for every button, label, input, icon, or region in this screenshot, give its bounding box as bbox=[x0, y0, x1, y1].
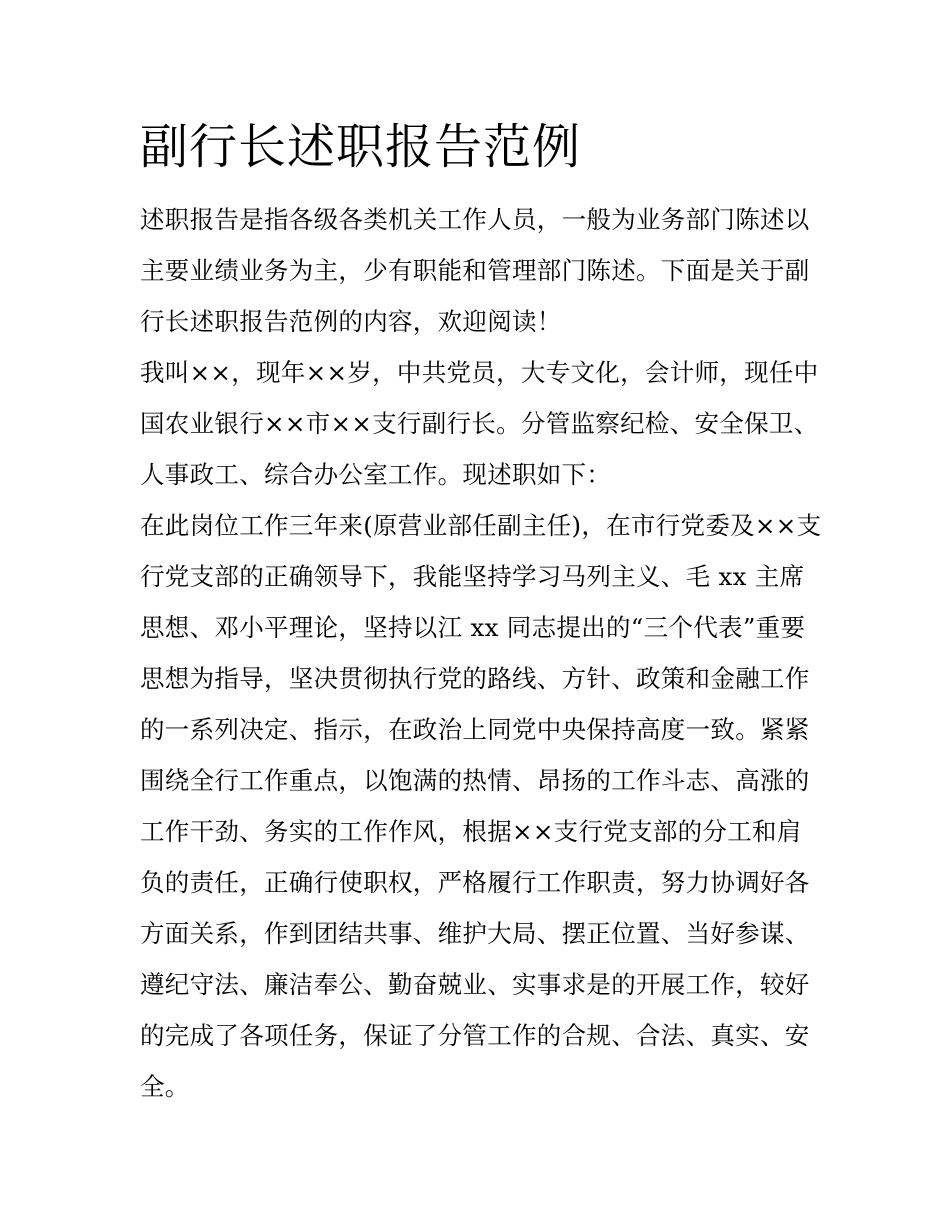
body-line: 行长述职报告范例的内容，欢迎阅读！ bbox=[140, 307, 562, 336]
body-line: 的完成了各项任务，保证了分管工作的合规、合法、真实、安 bbox=[140, 1021, 810, 1050]
body-line: 我叫××，现年××岁，中共党员，大专文化，会计师，现任中 bbox=[140, 358, 819, 387]
body-line: 人事政工、综合办公室工作。现述职如下： bbox=[140, 460, 612, 489]
document-title: 副行长述职报告范例 bbox=[140, 119, 582, 175]
body-line: 工作干劲、务实的工作作风，根据××支行党支部的分工和肩 bbox=[140, 817, 802, 846]
body-line: 负的责任，正确行使职权，严格履行工作职责，努力协调好各 bbox=[140, 868, 810, 897]
body-line: 思想、邓小平理论，坚持以江 xx 同志提出的“三个代表”重要 bbox=[140, 613, 806, 642]
body-line: 在此岗位工作三年来(原营业部任副主任)，在市行党委及××支 bbox=[140, 511, 822, 540]
body-line: 的一系列决定、指示，在政治上同党中央保持高度一致。紧紧 bbox=[140, 715, 810, 744]
body-line: 主要业绩业务为主，少有职能和管理部门陈述。下面是关于副 bbox=[140, 256, 810, 285]
body-line: 行党支部的正确领导下，我能坚持学习马列主义、毛 xx 主席 bbox=[140, 562, 805, 591]
body-line: 述职报告是指各级各类机关工作人员，一般为业务部门陈述以 bbox=[140, 205, 810, 234]
body-line: 遵纪守法、廉洁奉公、勤奋兢业、实事求是的开展工作，较好 bbox=[140, 970, 810, 999]
body-line: 国农业银行××市××支行副行长。分管监察纪检、安全保卫、 bbox=[140, 409, 819, 438]
body-line: 思想为指导，坚决贯彻执行党的路线、方针、政策和金融工作 bbox=[140, 664, 810, 693]
body-line: 围绕全行工作重点，以饱满的热情、昂扬的工作斗志、高涨的 bbox=[140, 766, 810, 795]
body-line: 方面关系，作到团结共事、维护大局、摆正位置、当好参谋、 bbox=[140, 919, 810, 948]
body-line: 全。 bbox=[140, 1072, 190, 1101]
